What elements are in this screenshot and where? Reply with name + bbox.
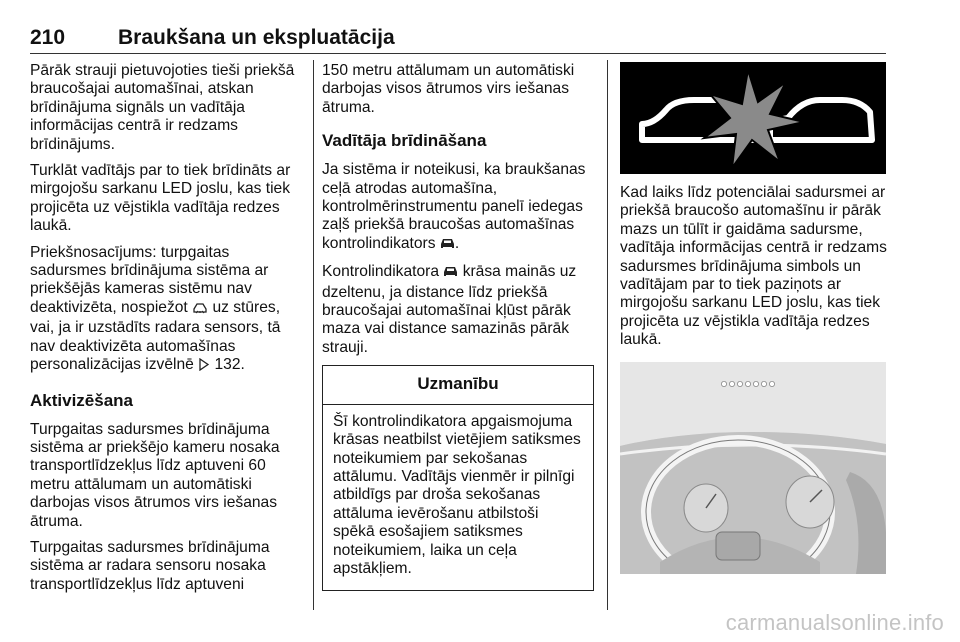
vehicle-ahead-icon (440, 237, 455, 255)
paragraph (322, 263, 594, 357)
column-2 (322, 62, 594, 591)
paragraph: Pārāk strauji pietuvojoties tieši priekšā braucošajai automašīnai, atskan brīdinājuma signāls un vadītāja informācijas centrā ir redzams brīdinājums. (30, 62, 295, 153)
column-1 (30, 62, 302, 602)
collision-warning-symbol-icon (620, 62, 886, 174)
watermark: carmanualsonline.info (725, 610, 944, 635)
section-heading: Vadītāja brīdināšana (322, 131, 487, 151)
warning-body: Šī kontrolindikatora apgaismojuma krāsas neatbilst vietējiem satiksmes noteikumiem par sekošanas attālumu. Vadītājs vienmēr ir pilnīgi atbildīgs par droša sekošanas attāluma ievērošanu atbilstoši spēkā esošajiem satiksmes noteikumiem, laika un ceļa apstākļiem. (333, 412, 581, 577)
page-number: 210 (30, 26, 66, 49)
warning-box (322, 365, 594, 591)
paragraph-text: Priekšnosacījums: turpgaitas sadursmes brīdinājuma sistēma ar priekšējās kameras sistēmu nav deaktivizēta, nospiežot (30, 243, 269, 316)
paragraph-text: Ja sistēma ir noteikusi, ka braukšanas ceļā atrodas automašīna, kontrolmērinstrumentu panelī iedegas zaļš priekšā braucošas automašīnas kontrolindikators (322, 161, 586, 252)
windshield-led-bar-illustration (620, 362, 886, 574)
paragraph: Turklāt vadītājs par to tiek brīdināts ar mirgojošu sarkanu LED joslu, kas tiek projicēta uz vējstikla vadītāja redzes laukā. (30, 162, 291, 235)
page-reference-arrow-icon (198, 358, 210, 376)
paragraph-text: uz stūres, vai, ja ir uzstādīts radara sensors, tā nav deaktivizēta automašīnas personalizācijas izvēlnē (30, 298, 281, 374)
column-3 (620, 62, 888, 574)
paragraph-text: Kontrolindikatora (322, 263, 444, 281)
collision-warning-button-icon (192, 301, 208, 319)
paragraph: Kad laiks līdz potenciālai sadursmei ar priekšā braucošo automašīnu ir pārāk mazs un tūlīt ir gaidāma sadursme, vadītāja informācijas centrā ir redzams sadursmes brīdinājuma simbols un vadītājam par to tiek paziņots ar mirgojošu sarkanu LED joslu, kas tiek projicēta uz vējstikla vadītāja redzes laukā. (620, 184, 887, 349)
paragraph (30, 244, 302, 377)
paragraph: Turpgaitas sadursmes brīdinājuma sistēma ar priekšējo kameru nosaka transportlīdzekļus līdz aptuveni 60 metru attālumam un automātiski darbojas visos ātrumos virs iešanas ātruma. (30, 420, 280, 530)
section-heading: Aktivizēšana (30, 390, 133, 410)
warning-title: Uzmanību (323, 366, 593, 404)
paragraph (322, 161, 594, 255)
header-divider (30, 53, 886, 54)
page-title: Braukšana un ekspluatācija (118, 26, 395, 49)
paragraph: Turpgaitas sadursmes brīdinājuma sistēma ar radara sensoru nosaka transportlīdzekļus līdz aptuveni (30, 538, 270, 593)
column-divider-1 (313, 60, 314, 610)
page-header (30, 26, 886, 50)
paragraph: 150 metru attālumam un automātiski darbojas visos ātrumos virs iešanas ātruma. (322, 62, 575, 116)
column-divider-2 (607, 60, 608, 610)
paragraph-text: . (454, 234, 460, 252)
page-reference: 132. (210, 356, 245, 374)
vehicle-ahead-icon (443, 265, 458, 283)
paragraph-text: krāsa mainās uz dzeltenu, ja distance līdz priekšā braucošajai automašīnai kļūst pārāk maza vai distance samazinās pārāk strauji. (322, 263, 577, 356)
